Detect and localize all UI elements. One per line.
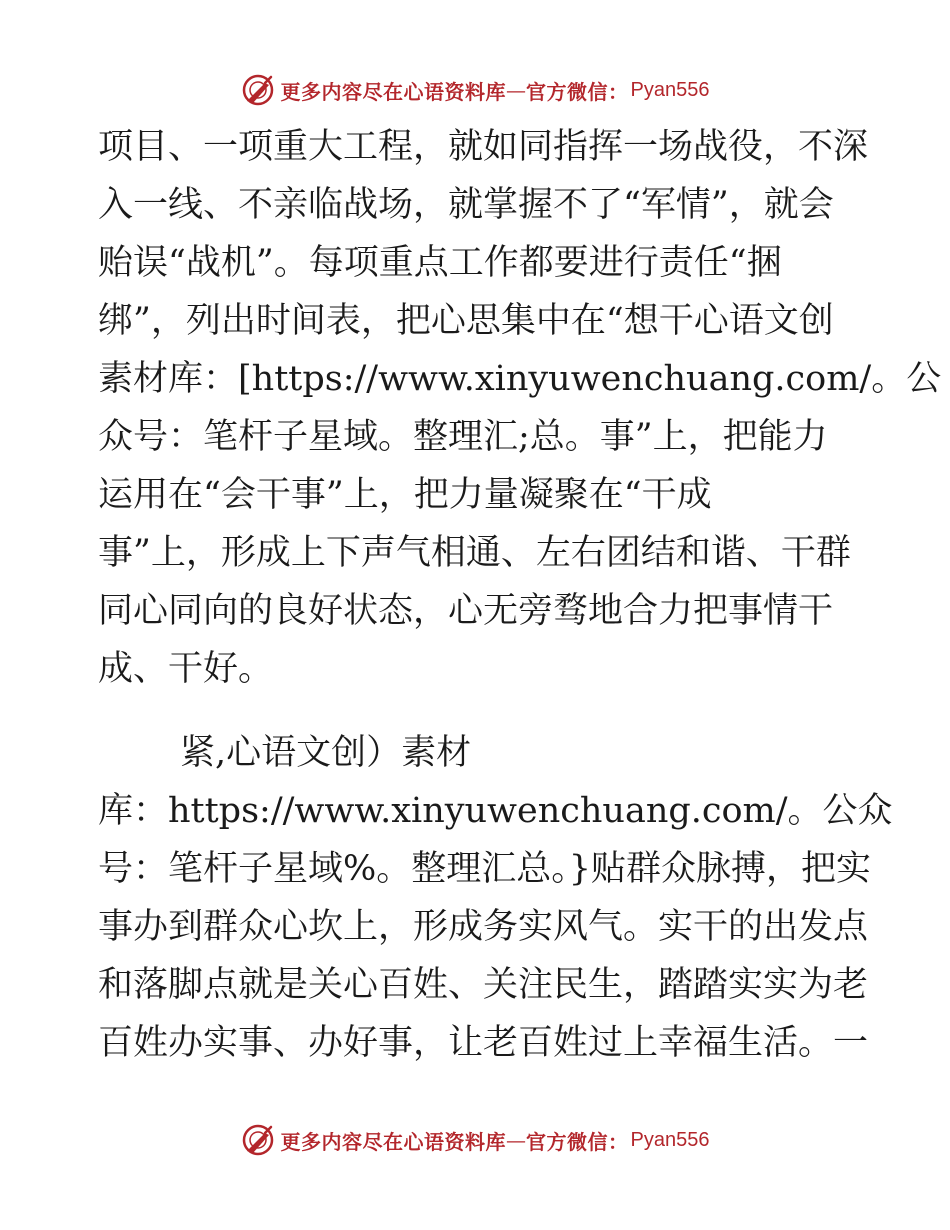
footer-banner (0, 1120, 950, 1160)
text-line: 事”上，形成上下声气相通、左右团结和谐、干群 (98, 533, 851, 573)
text-line: 号：笔杆子星域%。整理汇总。}贴群众脉搏，把实 (98, 849, 872, 889)
text-line: 成、干好。 (98, 649, 274, 689)
banner-wechat-id: Pyan556 (630, 78, 710, 101)
header-banner (0, 70, 950, 110)
text-line: 同心同向的良好状态，心无旁骛地合力把事情干 (98, 591, 834, 631)
text-line: 众号：笔杆子星域。整理汇;总。事”上，把能力 (98, 417, 828, 457)
text-line: 素材库：[https://www.xinyuwenchuang.com/。公 (98, 359, 942, 399)
banner-wechat-label: 官方微信： (526, 79, 629, 104)
text-line: 贻误“战机”。每项重点工作都要进行责任“捆 (98, 243, 782, 283)
text-line: 库：https://www.xinyuwenchuang.com/。公众 (98, 791, 893, 831)
text-line: 事办到群众心坎上，形成务实风气。实干的出发点 (98, 907, 869, 947)
text-line: 紧,心语文创）素材 (180, 733, 472, 773)
text-line: 和落脚点就是关心百姓、关注民生，踏踏实实为老 (98, 965, 869, 1005)
text-line: 运用在“会干事”上，把力量凝聚在“干成 (98, 475, 712, 515)
paragraph-1 (98, 118, 942, 698)
paragraph-2 (98, 724, 893, 1072)
text-line: 绑”，列出时间表，把心思集中在“想干心语文创 (98, 301, 834, 341)
banner-slogan: 更多内容尽在心语资料库 (280, 79, 507, 104)
text-line: 入一线、不亲临战场，就掌握不了“军情”，就会 (98, 185, 834, 225)
text-line: 项目、一项重大工程，就如同指挥一场战役，不深 (98, 127, 869, 167)
pen-logo-icon (241, 73, 275, 107)
document-body (98, 118, 942, 1072)
banner-separator: — (506, 78, 527, 102)
banner-separator: — (506, 1128, 527, 1152)
banner-wechat-id: Pyan556 (630, 1128, 710, 1151)
text-line: 百姓办实事、办好事，让老百姓过上幸福生活。一 (98, 1023, 869, 1063)
banner-slogan: 更多内容尽在心语资料库 (280, 1129, 507, 1154)
pen-logo-icon (241, 1123, 275, 1157)
banner-wechat-label: 官方微信： (526, 1129, 629, 1154)
